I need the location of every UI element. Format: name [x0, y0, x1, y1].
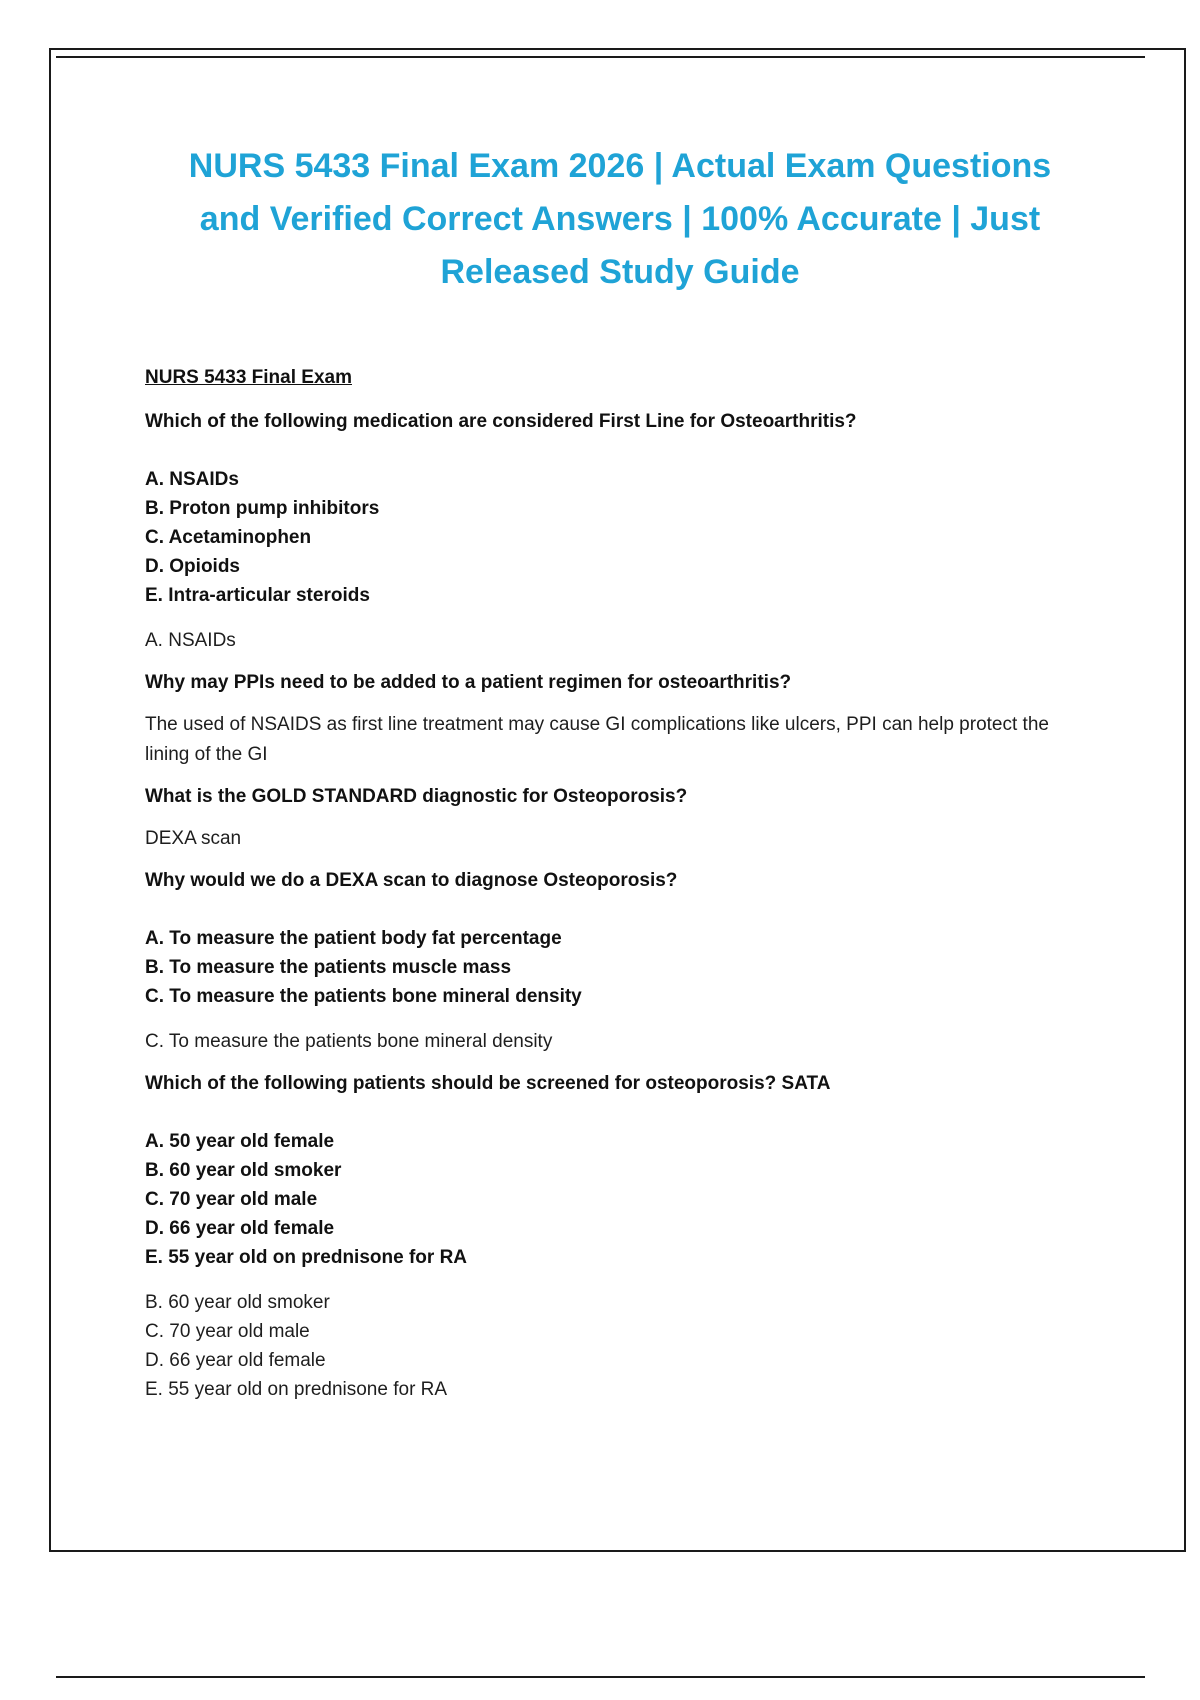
option-item: A. NSAIDs — [145, 469, 239, 490]
option-item: E. 55 year old on prednisone for RA — [145, 1247, 468, 1268]
title-line-1: NURS 5433 Final Exam 2026 | Actual Exam Questions — [188, 147, 1052, 185]
answer-item: C. 70 year old male — [145, 1321, 310, 1342]
option-item: D. Opioids — [145, 556, 240, 577]
option-item: B. To measure the patients muscle mass — [145, 957, 512, 978]
option-item: C. To measure the patients bone mineral density — [145, 986, 582, 1007]
title-line-2: and Verified Correct Answers | 100% Accurate | Just — [199, 200, 1041, 238]
question-5-options — [145, 1127, 1075, 1272]
answer-item: D. 66 year old female — [145, 1350, 326, 1371]
question-4: Why would we do a DEXA scan to diagnose Osteoporosis? — [145, 870, 678, 891]
title-line-3: Released Study Guide — [440, 253, 800, 291]
answer-2: The used of NSAIDS as first line treatment may cause GI complications like ulcers, PPI can help protect the lining of the GI — [145, 714, 1049, 765]
question-3: What is the GOLD STANDARD diagnostic for Osteoporosis? — [145, 786, 688, 807]
option-item: C. Acetaminophen — [145, 527, 312, 548]
question-4-options — [145, 924, 1075, 1011]
question-1-options — [145, 465, 1075, 610]
option-item: C. 70 year old male — [145, 1189, 318, 1210]
answer-4: C. To measure the patients bone mineral density — [145, 1031, 553, 1052]
question-1: Which of the following medication are considered First Line for Osteoarthritis? — [145, 411, 857, 432]
option-item: D. 66 year old female — [145, 1218, 335, 1239]
section-heading: NURS 5433 Final Exam — [145, 367, 352, 388]
question-2: Why may PPIs need to be added to a patient regimen for osteoarthritis? — [145, 672, 792, 693]
question-5: Which of the following patients should be screened for osteoporosis? SATA — [145, 1073, 831, 1094]
answer-1: A. NSAIDs — [145, 630, 236, 651]
option-item: B. 60 year old smoker — [145, 1160, 342, 1181]
answer-item: B. 60 year old smoker — [145, 1292, 330, 1313]
option-item: B. Proton pump inhibitors — [145, 498, 380, 519]
option-item: A. To measure the patient body fat percentage — [145, 928, 562, 949]
option-item: E. Intra-articular steroids — [145, 585, 370, 606]
answer-item: E. 55 year old on prednisone for RA — [145, 1379, 448, 1400]
option-item: A. 50 year old female — [145, 1131, 335, 1152]
answer-3: DEXA scan — [145, 828, 242, 849]
answer-5 — [145, 1288, 1075, 1404]
bottom-rule — [56, 1676, 1145, 1678]
document-body — [145, 365, 1075, 1418]
document-title — [130, 140, 1110, 299]
